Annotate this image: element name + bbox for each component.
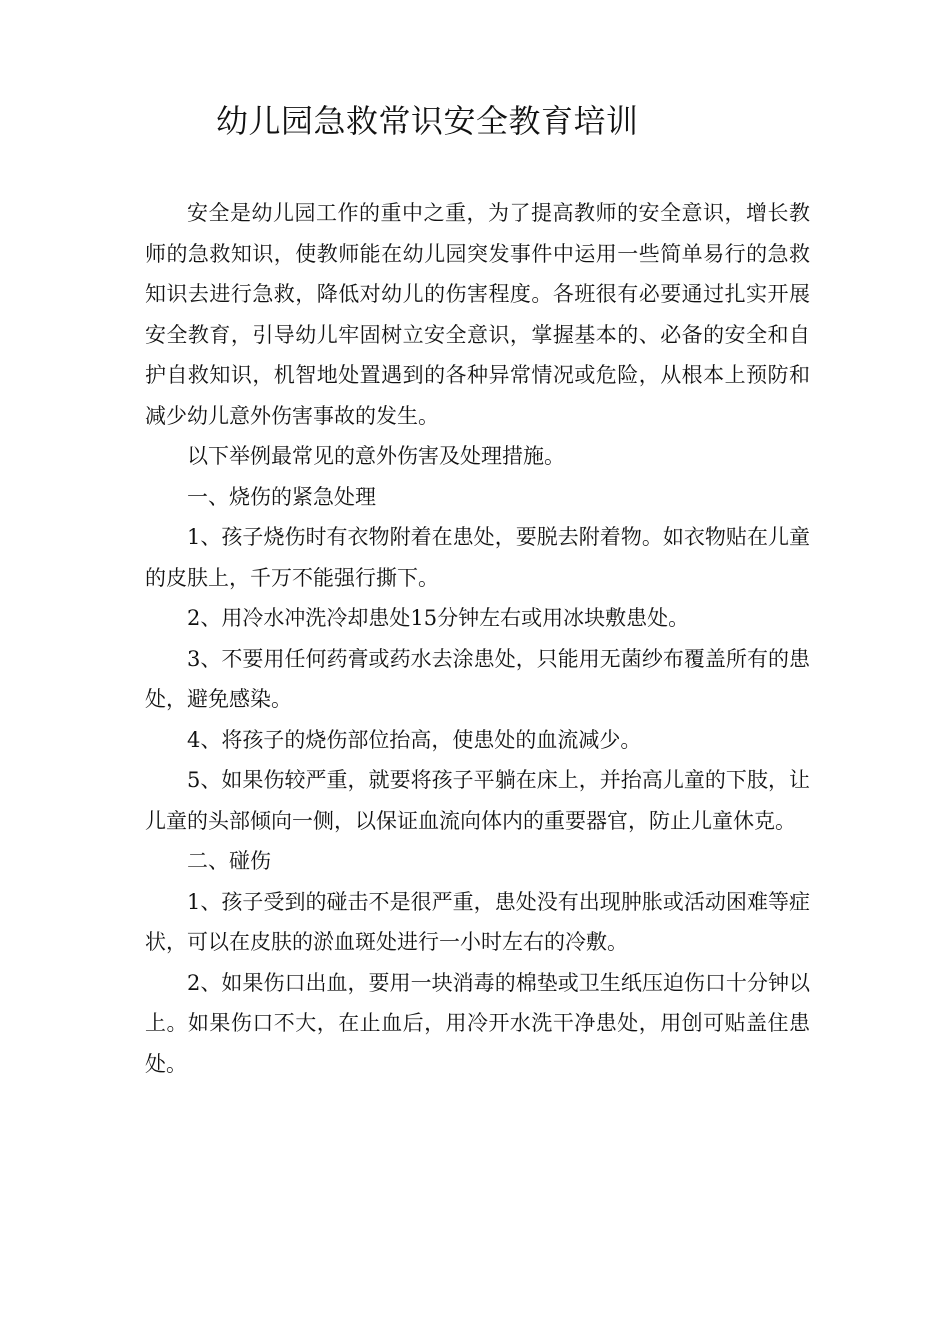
- bruises-step-2: 2、如果伤口出血，要用一块消毒的棉垫或卫生纸压迫伤口十分钟以上。如果伤口不大，在止血后，用冷开水洗干净患处，用创可贴盖住患处。: [145, 970, 810, 1076]
- document-body: [145, 193, 810, 1084]
- bruises-step-1: 1、孩子受到的碰击不是很严重，患处没有出现肿胀或活动困难等症状，可以在皮肤的淤血斑处进行一小时左右的冷敷。: [145, 889, 810, 954]
- section-heading-bruises: 二、碰伤: [187, 849, 271, 873]
- paragraph-intro: 安全是幼儿园工作的重中之重，为了提高教师的安全意识，增长教师的急救知识，使教师能在幼儿园突发事件中运用一些简单易行的急救知识去进行急救，降低对幼儿的伤害程度。各班很有必要通过扎实开展安全教育，引导幼儿牢固树立安全意识，掌握基本的、必备的安全和自护自救知识，机智地处置遇到的各种异常情况或危险，从根本上预防和减少幼儿意外伤害事故的发生。: [145, 201, 810, 428]
- burns-step-3: 3、不要用任何药膏或药水去涂患处，只能用无菌纱布覆盖所有的患处，避免感染。: [145, 646, 810, 711]
- burns-step-2: 2、用冷水冲洗冷却患处15分钟左右或用冰块敷患处。: [187, 606, 690, 630]
- burns-step-1: 1、孩子烧伤时有衣物附着在患处，要脱去附着物。如衣物贴在儿童的皮肤上，千万不能强行撕下。: [145, 525, 810, 590]
- burns-step-4: 4、将孩子的烧伤部位抬高，使患处的血流减少。: [187, 727, 642, 752]
- document-title: 幼儿园急救常识安全教育培训: [216, 102, 639, 140]
- paragraph-list-intro: 以下举例最常见的意外伤害及处理措施。: [187, 444, 565, 468]
- burns-step-5: 5、如果伤较严重，就要将孩子平躺在床上，并抬高儿童的下肢，让儿童的头部倾向一侧，以保证血流向体内的重要器官，防止儿童休克。: [145, 768, 810, 833]
- section-heading-burns: 一、烧伤的紧急处理: [187, 484, 376, 509]
